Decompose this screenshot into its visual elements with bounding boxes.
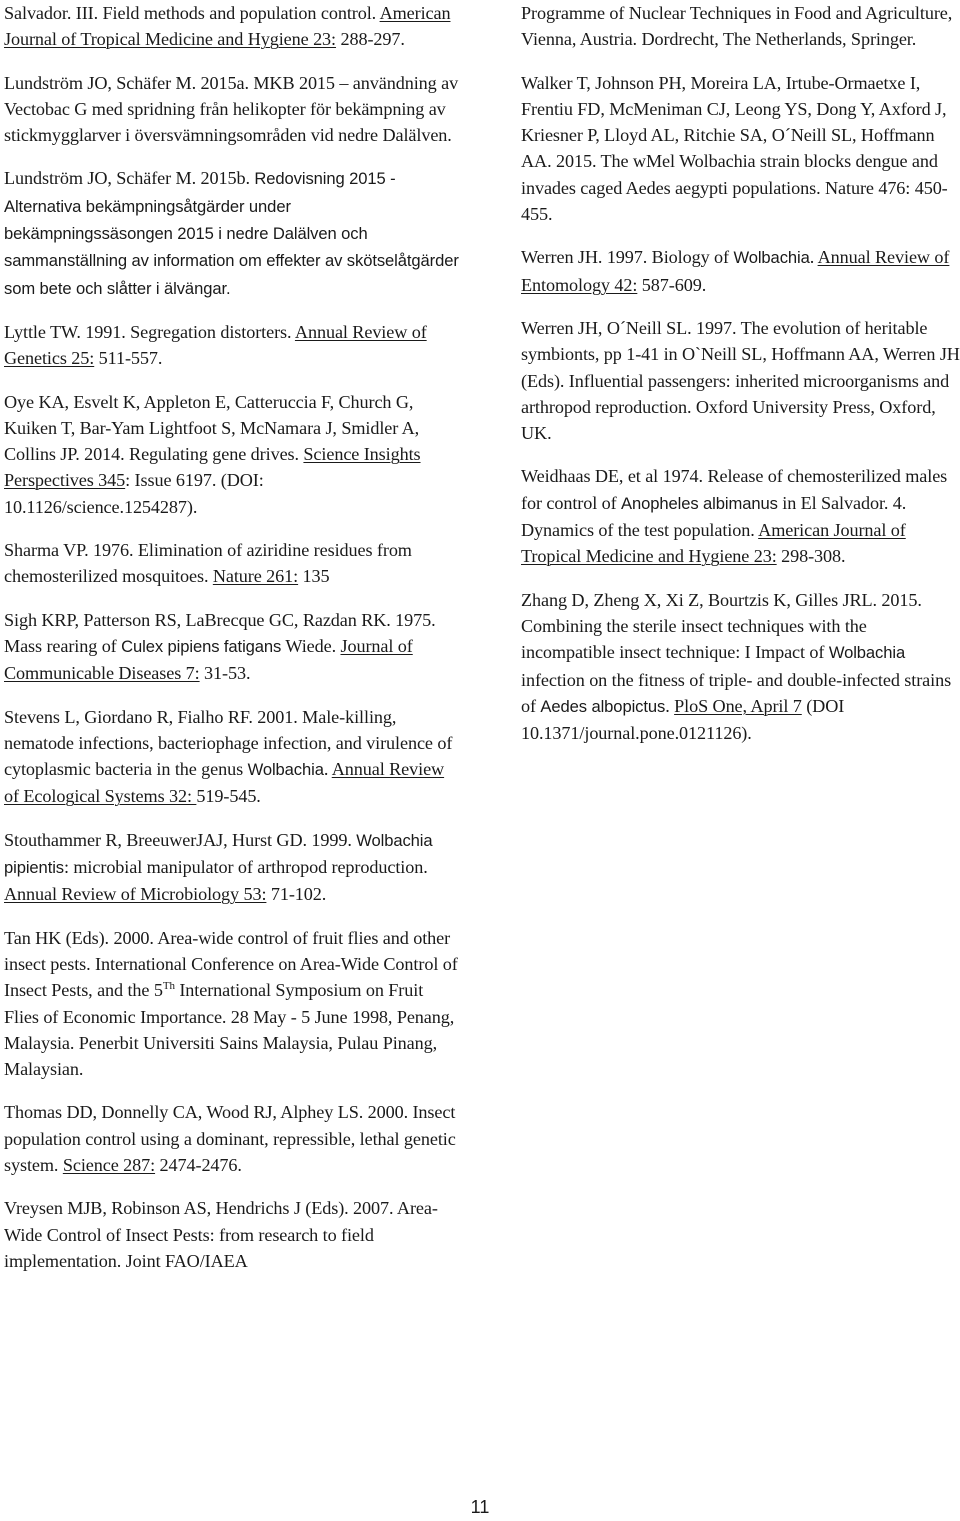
reference-text: Stouthammer R, BreeuwerJAJ, Hurst GD. 1999. — [4, 829, 357, 850]
reference-text: (DOI 10.1371/journal.pone.0121126). — [521, 695, 845, 744]
reference-text: Anopheles albimanus — [621, 493, 778, 513]
ref-zhang-2015 — [521, 587, 960, 747]
reference-text: . — [665, 695, 675, 716]
journal-citation-link: Science 287: — [62, 1154, 156, 1175]
reference-text: Redovisning 2015 - Alternativa bekämpningsåtgärder under bekämpningssäsongen 2015 i nedre Dalälven och sammanställning av information om effekter av skötselåtgärder som bete och slåtter i älvängar. — [4, 169, 459, 298]
reference-text: 511-557. — [94, 348, 163, 369]
page-number: 11 — [470, 1497, 490, 1517]
reference-text: Lundström JO, Schäfer M. 2015b. — [4, 168, 255, 189]
reference-text: Wiede. — [281, 635, 341, 656]
reference-text: Culex pipiens fatigans — [121, 636, 282, 656]
reference-text: Zhang D, Zheng X, Xi Z, Bourtzis K, Gilles JRL. 2015. Combining the sterile insect techniques with the incompatible insect technique: I Impact of — [521, 589, 922, 663]
reference-text: 288-297. — [336, 29, 405, 50]
reference-text: Aedes albopictus — [540, 696, 666, 716]
reference-text: 519-545. — [196, 786, 261, 807]
reference-text: 135 — [298, 566, 330, 587]
journal-citation-link: Nature 261: — [212, 566, 299, 587]
reference-text: Th — [162, 980, 175, 993]
journal-citation-link: Annual Review of Microbiology 53: — [4, 884, 267, 905]
reference-text: infection on the fitness of triple- and double-infected strains of — [521, 669, 952, 716]
reference-text: 71-102. — [266, 884, 327, 905]
ref-vreysen-2007 — [4, 1195, 459, 1274]
reference-text: Stevens L, Giordano R, Fialho RF. 2001. Male-killing, nematode infections, bacteriophage infection, and virulence of cytoplasmic bacteria in the genus — [4, 706, 453, 780]
journal-citation-link: American Journal of Tropical Medicine and Hygiene 23: — [4, 3, 451, 50]
reference-text: 587-609. — [637, 274, 707, 295]
ref-sigh-1975 — [4, 607, 459, 687]
reference-text: Walker T, Johnson PH, Moreira LA, Irtube-Ormaetxe I, Frentiu FD, McMeniman CJ, Leong YS, Dong Y, Axford J, Kriesner P, Lloyd AL, Ritchie SA, O´Neill SL, Hoffmann AA. 2015. The wMel Wolbachia strain blocks dengue and invades caged Aedes aegypti populations. Nature 476: 450-455. — [521, 72, 948, 225]
reference-text: Wolbachia — [247, 760, 324, 780]
reference-text: 298-308. — [776, 546, 846, 567]
ref-werren-oneill-1997 — [521, 315, 960, 446]
reference-text: Wolbachia pipientis — [4, 830, 433, 878]
reference-text: in El Salvador. 4. Dynamics of the test population. — [521, 492, 907, 541]
reference-text: Sigh KRP, Patterson RS, LaBrecque GC, Razdan RK. 1975. Mass rearing of — [4, 609, 436, 656]
ref-lyttle-1991 — [4, 319, 459, 372]
reference-text: Thomas DD, Donnelly CA, Wood RJ, Alphey LS. 2000. Insect population control using a dominant, repressible, lethal genetic system. — [4, 1102, 456, 1175]
reference-text: 2474-2476. — [155, 1154, 242, 1175]
reference-text: : microbial manipulator of arthropod reproduction. — [63, 857, 428, 878]
ref-lundstrom-2015b — [4, 165, 459, 301]
journal-citation-link: American Journal of Tropical Medicine and Hygiene 23: — [521, 520, 906, 567]
ref-lundstrom-2015a — [4, 70, 459, 149]
reference-text: Oye KA, Esvelt K, Appleton E, Catteruccia F, Church G, Kuiken T, Bar-Yam Lightfoot S, McNamara J, Smidler A, Collins JP. 2014. Regulating gene drives. — [4, 391, 420, 465]
reference-text: Wolbachia — [733, 248, 810, 268]
ref-sharma-1976 — [4, 537, 459, 590]
ref-walker-2011 — [521, 70, 960, 228]
right-column — [521, 0, 960, 763]
reference-text: Tan HK (Eds). 2000. Area-wide control of fruit flies and other insect pests. International Conference on Area-Wide Control of Insect Pests, and the 5 — [4, 927, 458, 1001]
reference-text: Programme of Nuclear Techniques in Food and Agriculture, Vienna, Austria. Dordrecht, The Netherlands, Springer. — [521, 3, 953, 50]
journal-citation-link: Science Insights Perspectives 345 — [4, 444, 421, 491]
ref-oye-2014 — [4, 389, 459, 520]
journal-citation-link: Journal of Communicable Diseases 7: — [4, 635, 413, 684]
reference-text: Wolbachia — [828, 643, 906, 663]
reference-text: Salvador. III. Field methods and population control. — [4, 3, 380, 23]
reference-text: . — [323, 759, 332, 780]
reference-text: 31-53. — [199, 663, 251, 684]
reference-text: Sharma VP. 1976. Elimination of aziridine residues from chemosterilized mosquitoes. — [4, 540, 412, 587]
reference-text: Werren JH, O´Neill SL. 1997. The evolution of heritable symbionts, pp 1-41 in O`Neill SL, Hoffmann AA, Werren JH (Eds). Influential passengers: inherited microorganisms and arthropod reproduction. Oxford University Press, Oxford, UK. — [521, 317, 960, 444]
ref-stevens-2001 — [4, 704, 459, 810]
ref-tan-2000 — [4, 925, 459, 1083]
left-column — [4, 0, 459, 1291]
journal-citation-link: Annual Review of Entomology 42: — [521, 247, 950, 295]
reference-text: International Symposium on Fruit Flies of Economic Importance. 28 May - 5 June 1998, Penang, Malaysia. Penerbit Universiti Sains Malaysia, Pulau Pinang, Malaysian. — [4, 980, 455, 1080]
ref-weidhaas-1974 — [521, 463, 960, 569]
reference-text: Lundström JO, Schäfer M. 2015a. MKB 2015 – användning av Vectobac G med spridning från helikopter för bekämpning av stickmygglarver i översvämningsområden vid nedre Dalälven. — [4, 72, 459, 146]
ref-vreysen-2007-cont — [521, 0, 960, 53]
reference-text: Werren JH. 1997. Biology of — [521, 247, 734, 268]
ref-thomas-2000 — [4, 1099, 459, 1178]
ref-werren-1997 — [521, 244, 960, 298]
reference-text: Weidhaas DE, et al 1974. Release of chemosterilized males for control of — [521, 466, 948, 513]
reference-text: Vreysen MJB, Robinson AS, Hendrichs J (Eds). 2007. Area-Wide Control of Insect Pests: from research to field implementation. Joint FAO/IAEA — [4, 1198, 438, 1271]
journal-citation-link: PloS One, April 7 — [674, 695, 802, 716]
reference-text: Lyttle TW. 1991. Segregation distorters. — [4, 321, 295, 342]
journal-citation-link: Annual Review of Genetics 25: — [4, 321, 427, 369]
ref-salvador-tail — [4, 0, 459, 53]
reference-text: : Issue 6197. (DOI: 10.1126/science.1254287). — [4, 470, 264, 517]
reference-text: . — [809, 247, 818, 268]
ref-stouthammer-1999 — [4, 827, 459, 908]
journal-citation-link: Annual Review of Ecological Systems 32: — [4, 759, 445, 807]
